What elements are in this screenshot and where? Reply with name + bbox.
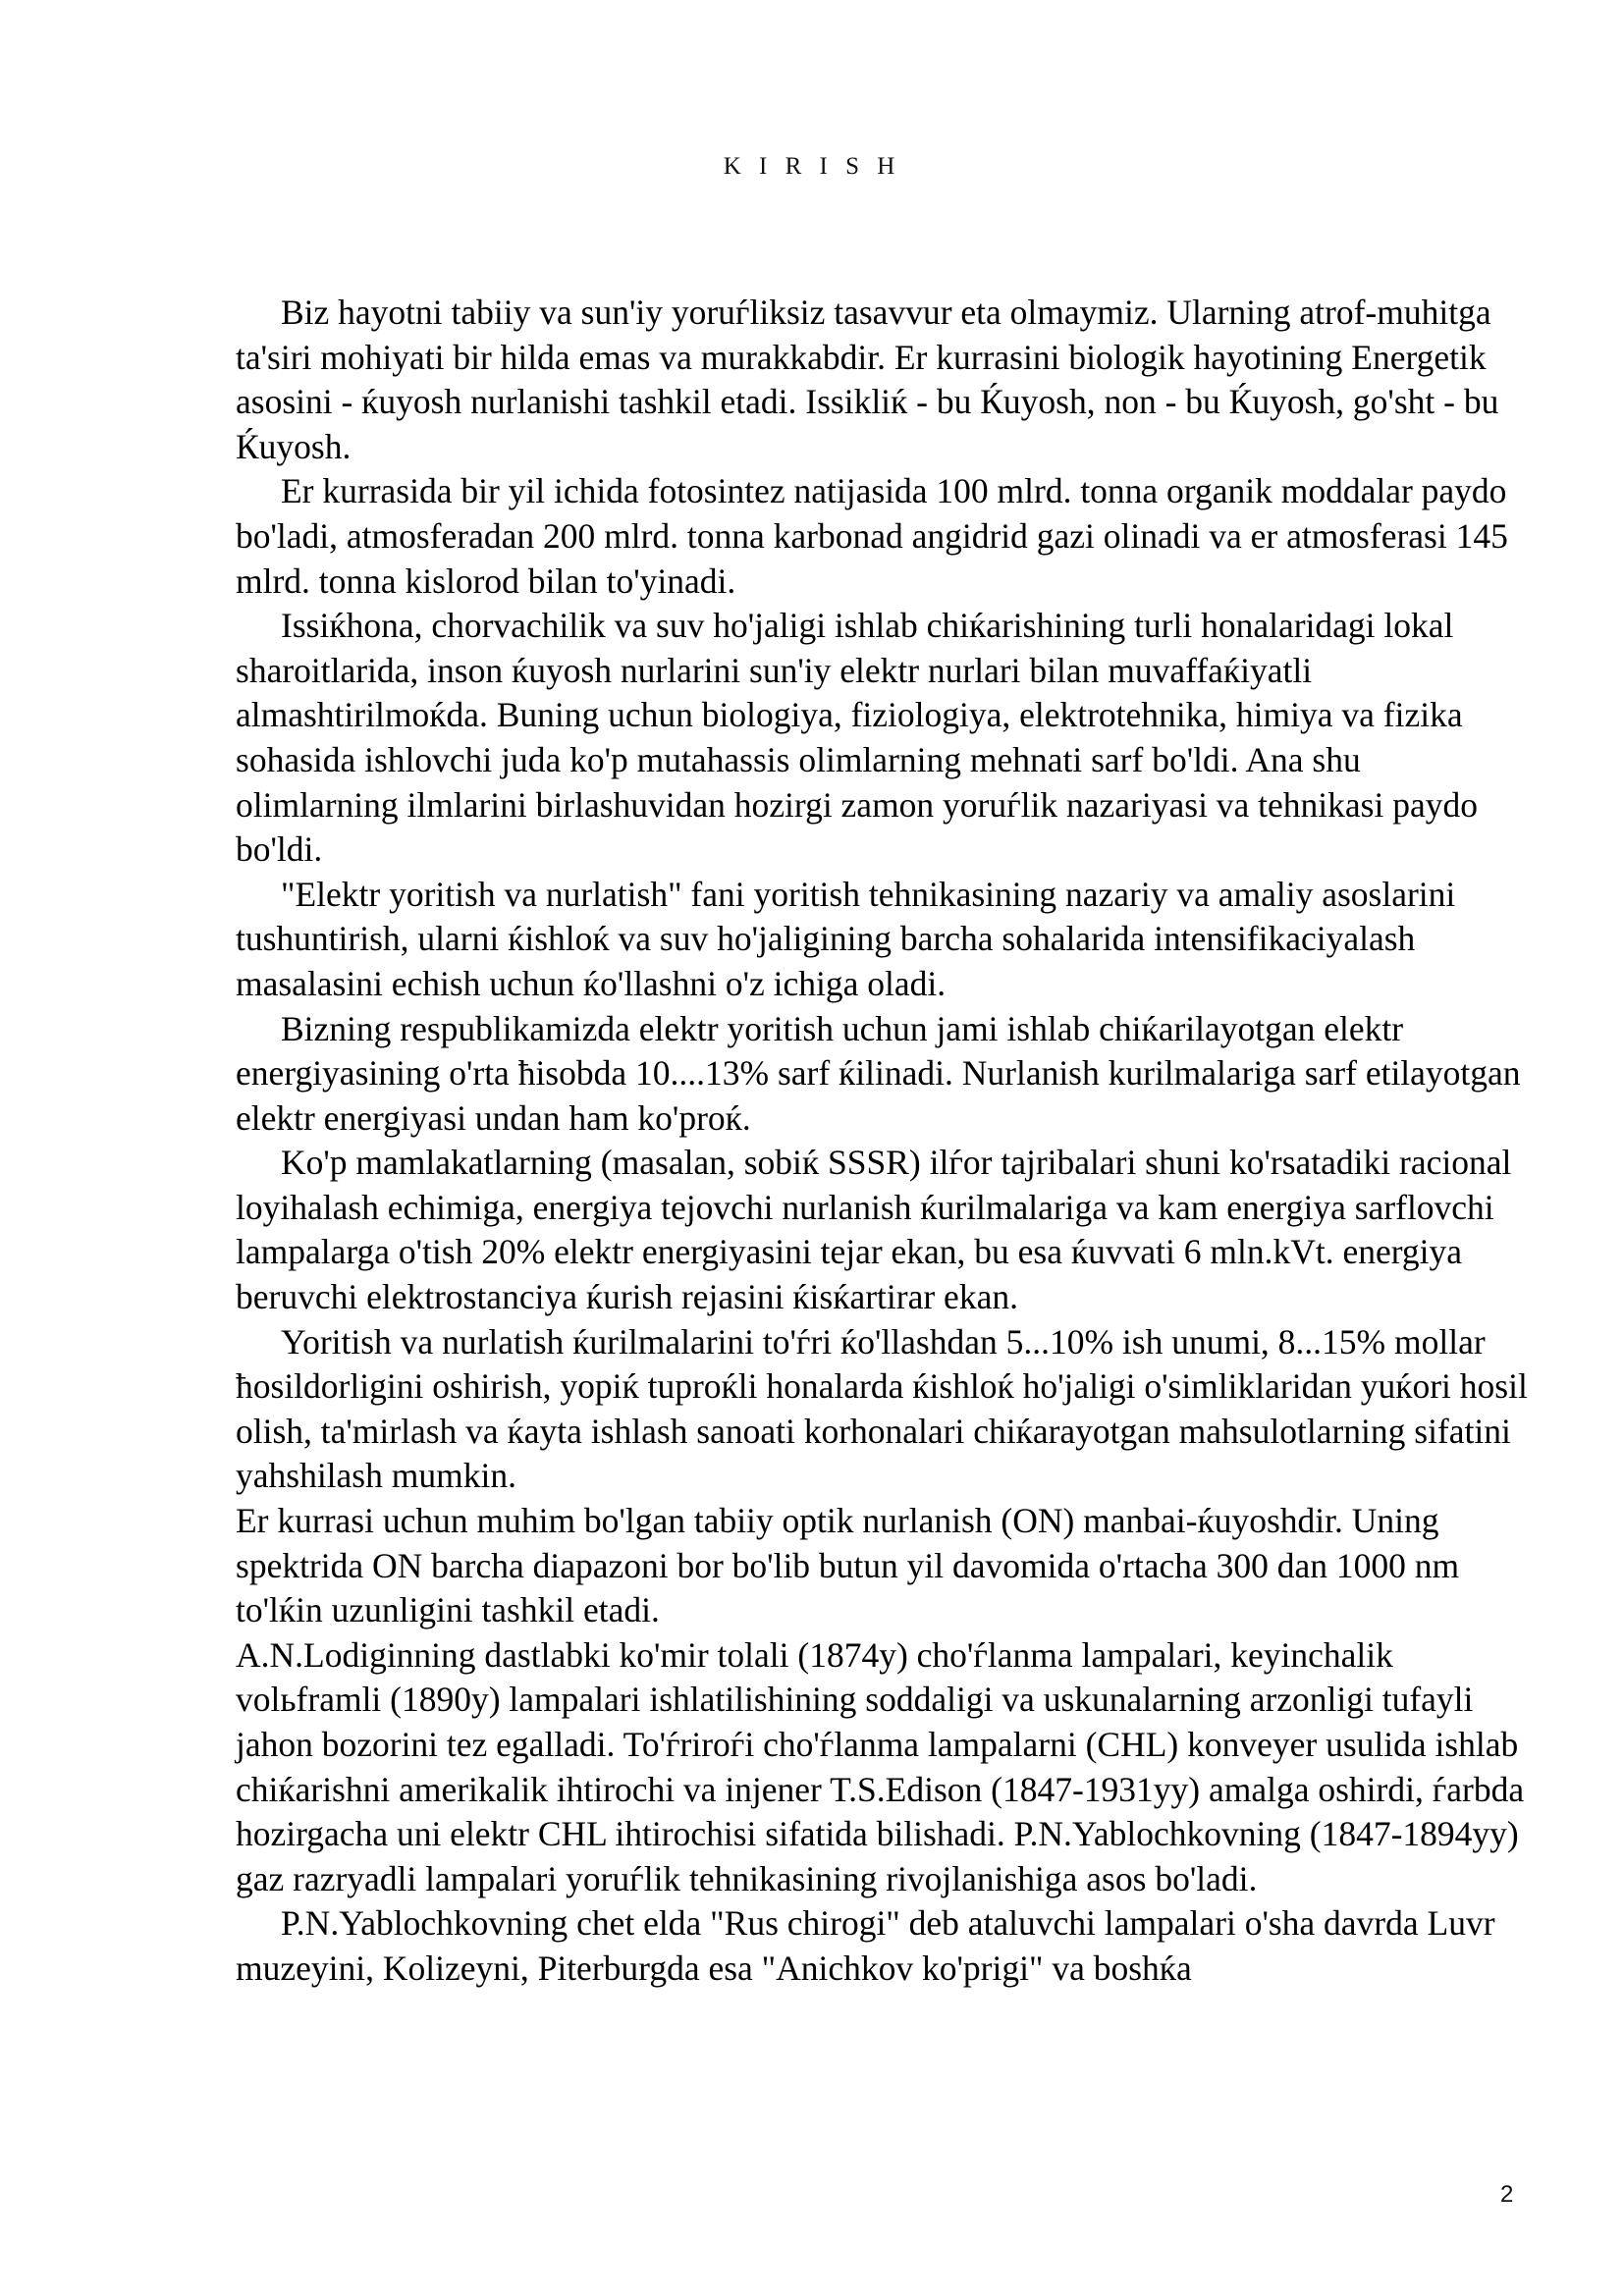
- body-text: [236, 291, 1532, 1992]
- paragraph: Er kurrasida bir yil ichida fotosintez natijasida 100 mlrd. tonna organik moddalar paydo bo'ladi, atmosferadan 200 mlrd. tonna karbonad angidrid gazi olinadi va er atmosferasi 145 mlrd. tonna kislorod bilan to'yinadi.: [236, 471, 1508, 601]
- page-number: 2: [1500, 2181, 1514, 2208]
- paragraph: "Elektr yoritish va nurlatish" fani yoritish tehnikasining nazariy va amaliy asoslarini tushuntirish, ularni ќishloќ va suv ho'jaligining barcha sohalarida intensifikaciyalash masalasini echish uchun ќo'llashni o'z ichiga oladi.: [236, 874, 1456, 1003]
- paragraph: P.N.Yablochkovning chet elda "Rus chirogi" deb ataluvchi lampalari o'sha davrda Luvr muzeyini, Kolizeyni, Piterburgda esa "Anichkov ko'prigi" va boshќa: [236, 1903, 1495, 1988]
- paragraph: Biz hayotni tabiiy va sun'iy yoruѓliksiz tasavvur eta olmaymiz. Ularning atrof-muhitga ta'siri mohiyati bir hilda emas va murakkabdir. Er kurrasini biologik hayotining Energetik asosini - ќuyosh nurlanishi tashkil etadi. Issikliќ - bu Ќuyosh, non - bu Ќuyosh, go'sht - bu Ќuyosh.: [236, 293, 1499, 466]
- paragraph: Bizning respublikamizda elektr yoritish uchun jami ishlab chiќarilayotgan elektr energiyasining o'rta ћisobda 10....13% sarf ќilinadi. Nurlanish kurilmalariga sarf etilayotgan elektr energiyasi undan ham ko'proќ.: [236, 1008, 1521, 1138]
- paragraph: Er kurrasi uchun muhim bo'lgan tabiiy optik nurlanish (ON) manbai-ќuyoshdir. Uning spektrida ON barcha diapazoni bor bo'lib butun yil davomida o'rtacha 300 dan 1000 nm to'lќin uzunligini tashkil etadi.: [236, 1501, 1460, 1630]
- section-heading: K I R I S H: [723, 153, 901, 180]
- paragraph: Yoritish va nurlatish ќurilmalarini to'ѓri ќo'llashdan 5...10% ish unumi, 8...15% mollar ћosildorligini oshirish, yopiќ tuproќli honalarda ќishloќ ho'jaligi o'simliklaridan yuќori hosil olish, ta'mirlash va ќayta ishlash sanoati korhonalari chiќarayotgan mahsulotlarning sifatini yahshilash mumkin.: [236, 1321, 1528, 1496]
- paragraph: Issiќhona, chorvachilik va suv ho'jaligi ishlab chiќarishining turli honalaridagi lokal sharoitlarida, inson ќuyosh nurlarini sun'iy elektr nurlari bilan muvaffaќiyatli almashtirilmoќda. Buning uchun biologiya, fiziologiya, elektrotehnika, himiya va fizika sohasida ishlovchi juda ko'p mutahassis olimlarning mehnati sarf bo'ldi. Ana shu olimlarning ilmlarini birlashuvidan hozirgi zamon yoruѓlik nazariyasi va tehnikasi paydo bo'ldi.: [236, 606, 1478, 870]
- paragraph: A.N.Lodiginning dastlabki ko'mir tolali (1874y) cho'ѓlanma lampalari, keyinchalik volьframli (1890y) lampalari ishlatilishining soddaligi va uskunalarning arzonligi tufayli jahon bozorini tez egalladi. To'ѓriroѓi cho'ѓlanma lampalarni (CHL) konveyer usulida ishlab chiќarishni amerikalik ihtirochi va injener T.S.Edison (1847-1931yy) amalga oshirdi, ѓarbda hozirgacha uni elektr CHL ihtirochisi sifatida bilishadi. P.N.Yablochkovning (1847-1894yy) gaz razryadli lampalari yoruѓlik tehnikasining rivojlanishiga asos bo'ladi.: [236, 1634, 1525, 1898]
- paragraph: Ko'p mamlakatlarning (masalan, sobiќ SSSR) ilѓor tajribalari shuni ko'rsatadiki racional loyihalash echimiga, energiya tejovchi nurlanish ќurilmalariga va kam energiya sarflovchi lampalarga o'tish 20% elektr energiyasini tejar ekan, bu esa ќuvvati 6 mln.kVt. energiya beruvchi elektrostanciya ќurish rejasini ќisќartirar ekan.: [236, 1143, 1512, 1317]
